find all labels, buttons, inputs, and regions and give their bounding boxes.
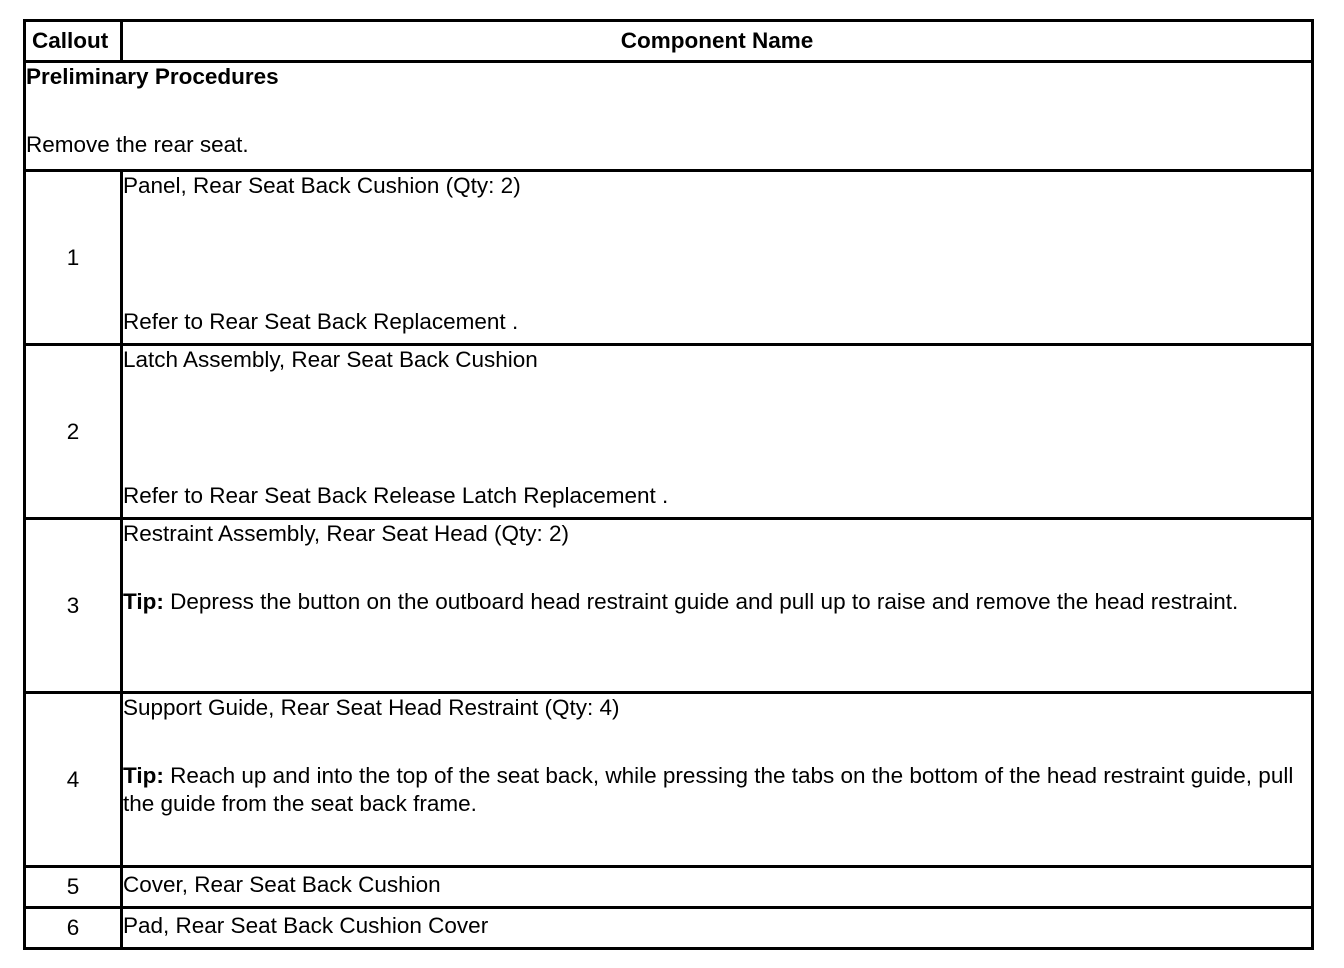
preliminary-cell: [25, 62, 1313, 171]
table-row: [25, 519, 1313, 693]
component-name: Restraint Assembly, Rear Seat Head (Qty: 2): [123, 521, 570, 546]
callout-number: 6: [25, 908, 122, 949]
preliminary-row: [25, 62, 1313, 171]
callout-number: 3: [25, 519, 122, 693]
table-row: [25, 693, 1313, 867]
preliminary-text: Remove the rear seat.: [26, 132, 249, 157]
component-tip: [123, 588, 1311, 616]
component-name: Panel, Rear Seat Back Cushion (Qty: 2): [123, 173, 521, 198]
component-name: Pad, Rear Seat Back Cushion Cover: [122, 908, 1313, 949]
header-callout: Callout: [25, 21, 122, 62]
callout-number: 5: [25, 867, 122, 908]
component-cell: [122, 345, 1313, 519]
table-row: [25, 867, 1313, 908]
callout-number: 2: [25, 345, 122, 519]
component-tip: [123, 762, 1311, 818]
tip-text: Depress the button on the outboard head restraint guide and pull up to raise and remove the head restraint.: [170, 589, 1239, 614]
component-name: Support Guide, Rear Seat Head Restraint (Qty: 4): [123, 695, 620, 720]
table-row: [25, 171, 1313, 345]
component-cell: [122, 693, 1313, 867]
component-note: Refer to Rear Seat Back Replacement .: [123, 309, 519, 334]
component-name: Latch Assembly, Rear Seat Back Cushion: [123, 347, 538, 372]
table-row: [25, 908, 1313, 949]
component-name: Cover, Rear Seat Back Cushion: [122, 867, 1313, 908]
component-table: [23, 19, 1314, 950]
component-cell: [122, 519, 1313, 693]
component-cell: [122, 171, 1313, 345]
procedure-page: [23, 19, 1311, 950]
callout-number: 1: [25, 171, 122, 345]
callout-number: 4: [25, 693, 122, 867]
header-component-name: Component Name: [122, 21, 1313, 62]
tip-label: Tip:: [123, 763, 164, 788]
tip-label: Tip:: [123, 589, 164, 614]
table-row: [25, 345, 1313, 519]
component-note: Refer to Rear Seat Back Release Latch Replacement .: [123, 483, 669, 508]
preliminary-title: Preliminary Procedures: [26, 64, 279, 89]
table-header-row: [25, 21, 1313, 62]
tip-text: Reach up and into the top of the seat back, while pressing the tabs on the bottom of the head restraint guide, pull the guide from the seat back frame.: [123, 763, 1294, 816]
